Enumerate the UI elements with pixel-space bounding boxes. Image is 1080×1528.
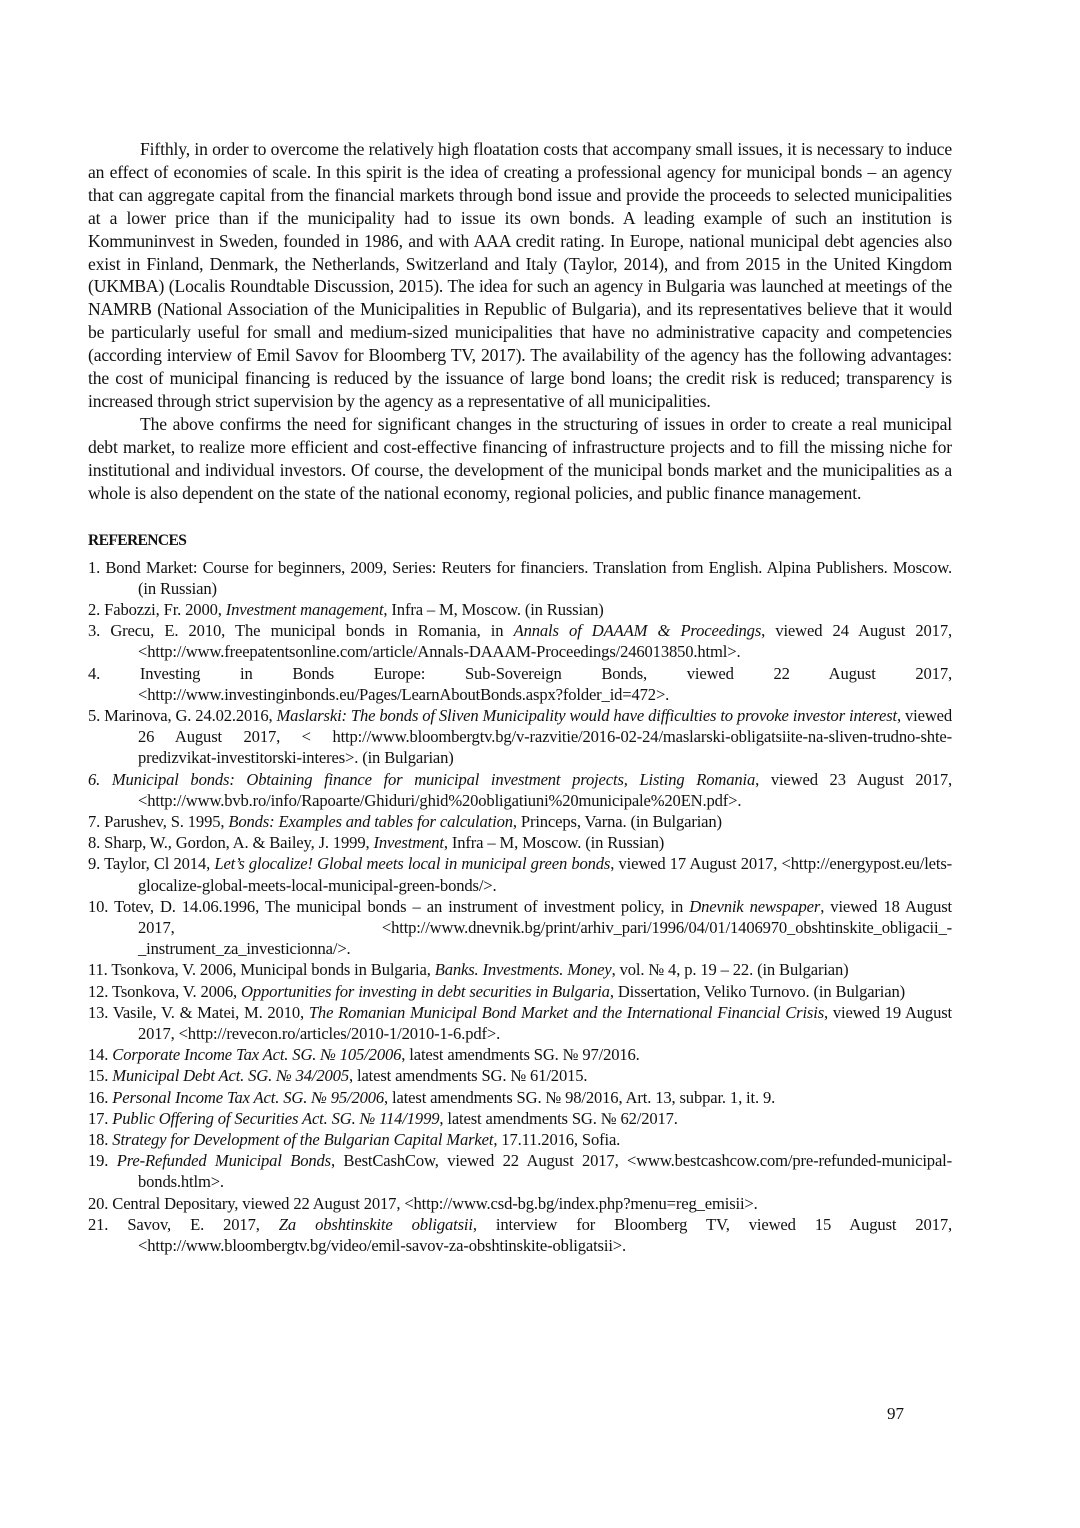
reference-item: 14. Corporate Income Tax Act. SG. № 105/2006, latest amendments SG. № 97/2016. [88, 1045, 640, 1065]
page-number: 97 [887, 1404, 904, 1423]
body-paragraph-1: Fifthly, in order to overcome the relatively high floatation costs that accompany small issues, it is necessary to induce an effect of economies of scale. In this spirit is the idea of creating a professional agency for municipal bonds – an agency that can aggregate capital from the financial markets through bond issue and provide the proceeds to selected municipalities at a lower price than if the municipality had to issue its own bonds. A leading example of such an institution is Kommuninvest in Sweden, founded in 1986, and with AAA credit rating. In Europe, national municipal debt agencies also exist in Finland, Denmark, the Netherlands, Switzerland and Italy (Taylor, 2014), and from 2015 in the United Kingdom (UKMBA) (Localis Roundtable Discussion, 2015). The idea for such an agency in Bulgaria was launched at meetings of the NAMRB (National Association of the Municipalities in Republic of Bulgaria), and its representatives believe that it would be particularly useful for small and medium-sized municipalities that have no administrative capacity and competencies (according interview of Emil Savov for Bloomberg TV, 2017). The availability of the agency has the following advantages: the cost of municipal financing is reduced by the issuance of large bond loans; the credit risk is reduced; transparency is increased through strict supervision by the agency as a representative of all municipalities. [88, 139, 952, 411]
reference-item: 5. Marinova, G. 24.02.2016, Maslarski: The bonds of Sliven Municipality would have difficulties to provoke investor interest, viewed 26 August 2017, < http://www.bloombergtv.bg/v-razvitie/2016-02-24/maslarski-obligatsiite-na-sliven-trudno-shte-predizvikat-investitorski-interes>. (in Bulgarian) [88, 705, 953, 768]
reference-item: 21. Savov, E. 2017, Za obshtinskite obligatsii, interview for Bloomberg TV, viewed 15 August 2017, <http://www.bloombergtv.bg/video/emil-savov-za-obshtinskite-obligatsii>. [88, 1214, 952, 1255]
references-heading: REFERENCES [88, 531, 187, 549]
reference-item: 10. Totev, D. 14.06.1996, The municipal bonds – an instrument of investment policy, in Dnevnik newspaper, viewed 18 August 2017, <http://www.dnevnik.bg/print/arhiv_pari/1996/04/01/1406970_obshtinskite_obligacii_-_instrument_za_investicionna/>. [88, 896, 952, 959]
reference-item: 12. Tsonkova, V. 2006, Opportunities for investing in debt securities in Bulgaria, Dissertation, Veliko Turnovo. (in Bulgarian) [88, 981, 906, 1001]
reference-item: 8. Sharp, W., Gordon, A. & Bailey, J. 1999, Investment, Infra – M, Moscow. (in Russian) [88, 833, 665, 853]
reference-item: 20. Central Depositary, viewed 22 August 2017, <http://www.csd-bg.bg/index.php?menu=reg_emisii>. [88, 1193, 758, 1213]
reference-item: 7. Parushev, S. 1995, Bonds: Examples and tables for calculation, Princeps, Varna. (in Bulgarian) [88, 811, 722, 831]
reference-item: 15. Municipal Debt Act. SG. № 34/2005, latest amendments SG. № 61/2015. [88, 1066, 588, 1086]
reference-item: 16. Personal Income Tax Act. SG. № 95/2006, latest amendments SG. № 98/2016, Art. 13, subpar. 1, it. 9. [88, 1087, 776, 1107]
reference-item: 3. Grecu, E. 2010, The municipal bonds in Romania, in Annals of DAAAM & Proceedings, viewed 24 August 2017, <http://www.freepatentsonline.com/article/Annals-DAAAM-Proceedings/246013850.html>. [88, 621, 952, 662]
reference-item: 13. Vasile, V. & Matei, M. 2010, The Romanian Municipal Bond Market and the International Financial Crisis, viewed 19 August 2017, <http://revecon.ro/articles/2010-1/2010-1-6.pdf>. [88, 1002, 952, 1043]
reference-item: 2. Fabozzi, Fr. 2000, Investment management, Infra – M, Moscow. (in Russian) [88, 599, 604, 619]
reference-item: 4. Investing in Bonds Europe: Sub-Sovereign Bonds, viewed 22 August 2017, <http://www.investinginbonds.eu/Pages/LearnAboutBonds.aspx?folder_id=472>. [88, 663, 952, 704]
reference-item: 9. Taylor, Cl 2014, Let’s glocalize! Global meets local in municipal green bonds, viewed 17 August 2017, <http://energypost.eu/lets-glocalize-global-meets-local-municipal-green-bonds/>. [88, 854, 953, 895]
reference-item: 1. Bond Market: Course for beginners, 2009, Series: Reuters for financiers. Translation from English. Alpina Publishers. Moscow. (in Russian) [88, 557, 952, 598]
reference-item: 11. Tsonkova, V. 2006, Municipal bonds in Bulgaria, Banks. Investments. Money, vol. № 4, p. 19 – 22. (in Bulgarian) [88, 960, 849, 980]
page-content [88, 138, 952, 1256]
reference-item: 17. Public Offering of Securities Act. SG. № 114/1999, latest amendments SG. № 62/2017. [88, 1108, 678, 1128]
body-paragraph-2: The above confirms the need for significant changes in the structuring of issues in order to create a real municipal debt market, to realize more efficient and cost-effective financing of infrastructure projects and to fill the missing niche for institutional and individual investors. Of course, the development of the municipal bonds market and the municipalities as a whole is also dependent on the state of the national economy, regional policies, and public finance management. [88, 413, 952, 503]
reference-item: 18. Strategy for Development of the Bulgarian Capital Market, 17.11.2016, Sofia. [88, 1129, 621, 1149]
reference-item: 6. Municipal bonds: Obtaining finance for municipal investment projects, Listing Romania, viewed 23 August 2017, <http://www.bvb.ro/info/Rapoarte/Ghiduri/ghid%20obligatiuni%20municipale%20EN.pdf>. [88, 769, 952, 810]
reference-item: 19. Pre-Refunded Municipal Bonds, BestCashCow, viewed 22 August 2017, <www.bestcashcow.com/pre-refunded-municipal-bonds.htlm>. [88, 1151, 952, 1192]
references-list [88, 557, 952, 1257]
